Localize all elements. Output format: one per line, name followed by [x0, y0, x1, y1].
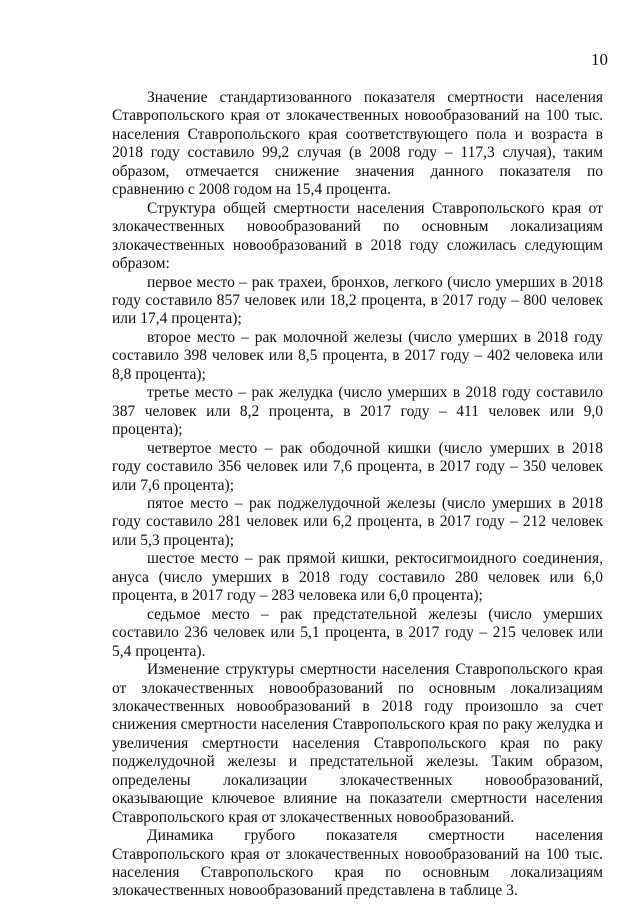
list-item-sixth-place: шестое место – рак прямой кишки, ректосигмоидного соединения, ануса (число умерших в 2018 году составило 280 человек или 6,0 процента, в 2017 году – 283 человека или 6,0 процента);	[112, 550, 603, 605]
document-body	[112, 89, 603, 901]
list-item-fifth-place: пятое место – рак поджелудочной железы (число умерших в 2018 году составило 281 человек или 6,2 процента, в 2017 году – 212 человек или 5,3 процента);	[112, 494, 603, 549]
paragraph-table-reference: Динамика грубого показателя смертности населения Ставропольского края от злокачественных новообразований на 100 тыс. населения Ставропольского края по основным локализациям злокачественных новообразований представлена в таблице 3.	[112, 827, 603, 900]
list-item-first-place: первое место – рак трахеи, бронхов, легкого (число умерших в 2018 году составило 857 человек или 18,2 процента, в 2017 году – 800 человек или 17,4 процента);	[112, 273, 603, 328]
paragraph-standardized-mortality: Значение стандартизованного показателя смертности населения Ставропольского края от злокачественных новообразований на 100 тыс. населения Ставропольского края соответствующего пола и возраста в 2018 году составило 99,2 случая (в 2008 году – 117,3 случая), таким образом, отмечается снижение значения данного показателя по сравнению с 2008 годом на 15,4 процента.	[112, 89, 603, 199]
page-number: 10	[591, 50, 608, 69]
paragraph-structure-change: Изменение структуры смертности населения Ставропольского края от злокачественных новообразований по основным локализациям злокачественных новообразований в 2018 году произошло за счет снижения смертности населения Ставропольского края по раку желудка и увеличения смертности населения Ставропольского края по раку поджелудочной железы и предстательной железы. Таким образом, определены локализации злокачественных новообразований, оказывающие ключевое влияние на показатели смертности населения Ставропольского края от злокачественных новообразований.	[112, 661, 603, 826]
list-item-seventh-place: седьмое место – рак предстательной железы (число умерших составило 236 человек или 5,1 процента, в 2017 году – 215 человек или 5,4 процента).	[112, 605, 603, 660]
list-item-second-place: второе место – рак молочной железы (число умерших в 2018 году составило 398 человек или 8,5 процента, в 2017 году – 402 человека или 8,8 процента);	[112, 328, 603, 383]
paragraph-mortality-structure-intro: Структура общей смертности населения Ставропольского края от злокачественных новообразований по основным локализациям злокачественных новообразований в 2018 году сложилась следующим образом:	[112, 199, 603, 273]
list-item-third-place: третье место – рак желудка (число умерших в 2018 году составило 387 человек или 8,2 процента, в 2017 году – 411 человек или 9,0 процента);	[112, 384, 603, 439]
list-item-fourth-place: четвертое место – рак ободочной кишки (число умерших в 2018 году составило 356 человек или 7,6 процента, в 2017 году – 350 человек или 7,6 процента);	[112, 439, 603, 494]
